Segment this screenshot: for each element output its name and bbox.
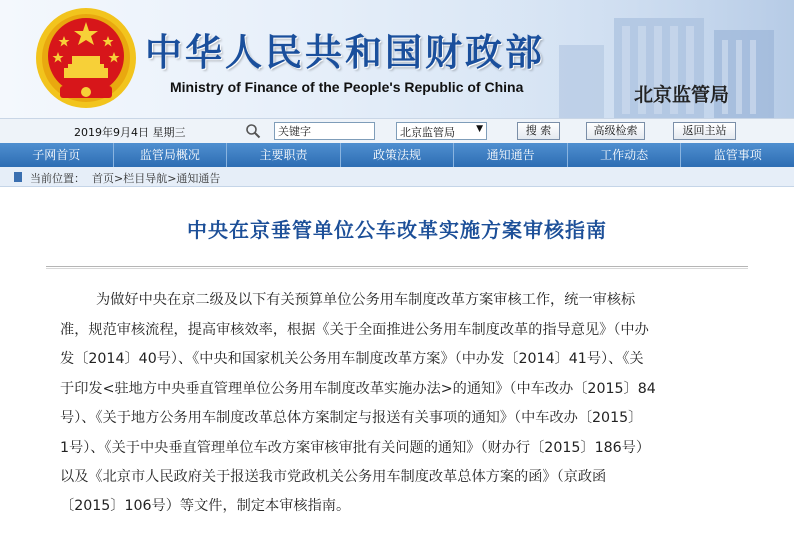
nav-item-regulatory-matters[interactable]: 监管事项 xyxy=(713,148,762,162)
location-marker-icon xyxy=(14,172,22,182)
search-scope-value: 北京监管局 xyxy=(400,126,455,139)
body-line: 于印发<驻地方中央垂直管理单位公务用车制度改革实施办法>的通知》（中车改办〔2015〕84 xyxy=(60,381,656,397)
main-nav xyxy=(0,143,794,167)
body-line: 为做好中央在京二级及以下有关预算单位公务用车制度改革方案审核工作，统一审核标 xyxy=(96,292,636,308)
return-main-site-button[interactable]: 返回主站 xyxy=(673,122,736,140)
breadcrumb-path[interactable]: 首页>栏目导航>通知通告 xyxy=(92,172,221,185)
body-line: 准，规范审核流程，提高审核效率，根据《关于全面推进公务用车制度改革的指导意见》（中办 xyxy=(60,322,649,338)
body-line: 1号）、《关于中央垂直管理单位车改方案审核审批有关问题的通知》（财办行〔2015〕186号） xyxy=(60,440,651,456)
article-title: 中央在京垂管单位公车改革实施方案审核指南 xyxy=(187,218,607,242)
nav-item-overview[interactable]: 监管局概况 xyxy=(114,143,228,167)
search-input[interactable] xyxy=(274,122,375,140)
search-button[interactable]: 搜 索 xyxy=(517,122,560,140)
body-line: 发〔2014〕40号）、《中央和国家机关公务用车制度改革方案》（中办发〔2014〕41号）、《关 xyxy=(60,351,644,367)
header-banner xyxy=(0,0,794,118)
nav-item-policies[interactable]: 政策法规 xyxy=(341,143,455,167)
national-emblem-icon xyxy=(34,6,138,110)
site-title: 中华人民共和国财政部 xyxy=(145,30,545,74)
search-scope-select[interactable] xyxy=(396,122,487,140)
nav-item-home[interactable]: 子网首页 xyxy=(0,143,114,167)
search-icon xyxy=(245,123,261,139)
search-bar xyxy=(0,118,794,143)
breadcrumb xyxy=(0,167,794,187)
nav-item-notices[interactable]: 通知通告 xyxy=(454,143,568,167)
advanced-search-button[interactable]: 高级检索 xyxy=(586,122,645,140)
body-line: 〔2015〕106号）等文件，制定本审核指南。 xyxy=(60,498,351,514)
current-date: 2019年9月4日 星期三 xyxy=(74,126,186,139)
nav-item-work-updates[interactable]: 工作动态 xyxy=(568,143,682,167)
breadcrumb-label: 当前位置： xyxy=(30,172,85,185)
body-line: 号）、《关于地方公务用车制度改革总体方案制定与报送有关事项的通知》（中车改办〔2015〕 xyxy=(60,410,643,426)
site-title-english: Ministry of Finance of the People's Republic of China xyxy=(170,79,524,95)
nav-item-duties[interactable]: 主要职责 xyxy=(227,143,341,167)
sub-bureau-title: 北京监管局 xyxy=(634,84,730,106)
title-divider xyxy=(46,266,748,269)
chevron-down-icon: ▼ xyxy=(476,124,483,134)
body-line: 以及《北京市人民政府关于报送我市党政机关公务用车制度改革总体方案的函》（京政函 xyxy=(60,469,607,485)
